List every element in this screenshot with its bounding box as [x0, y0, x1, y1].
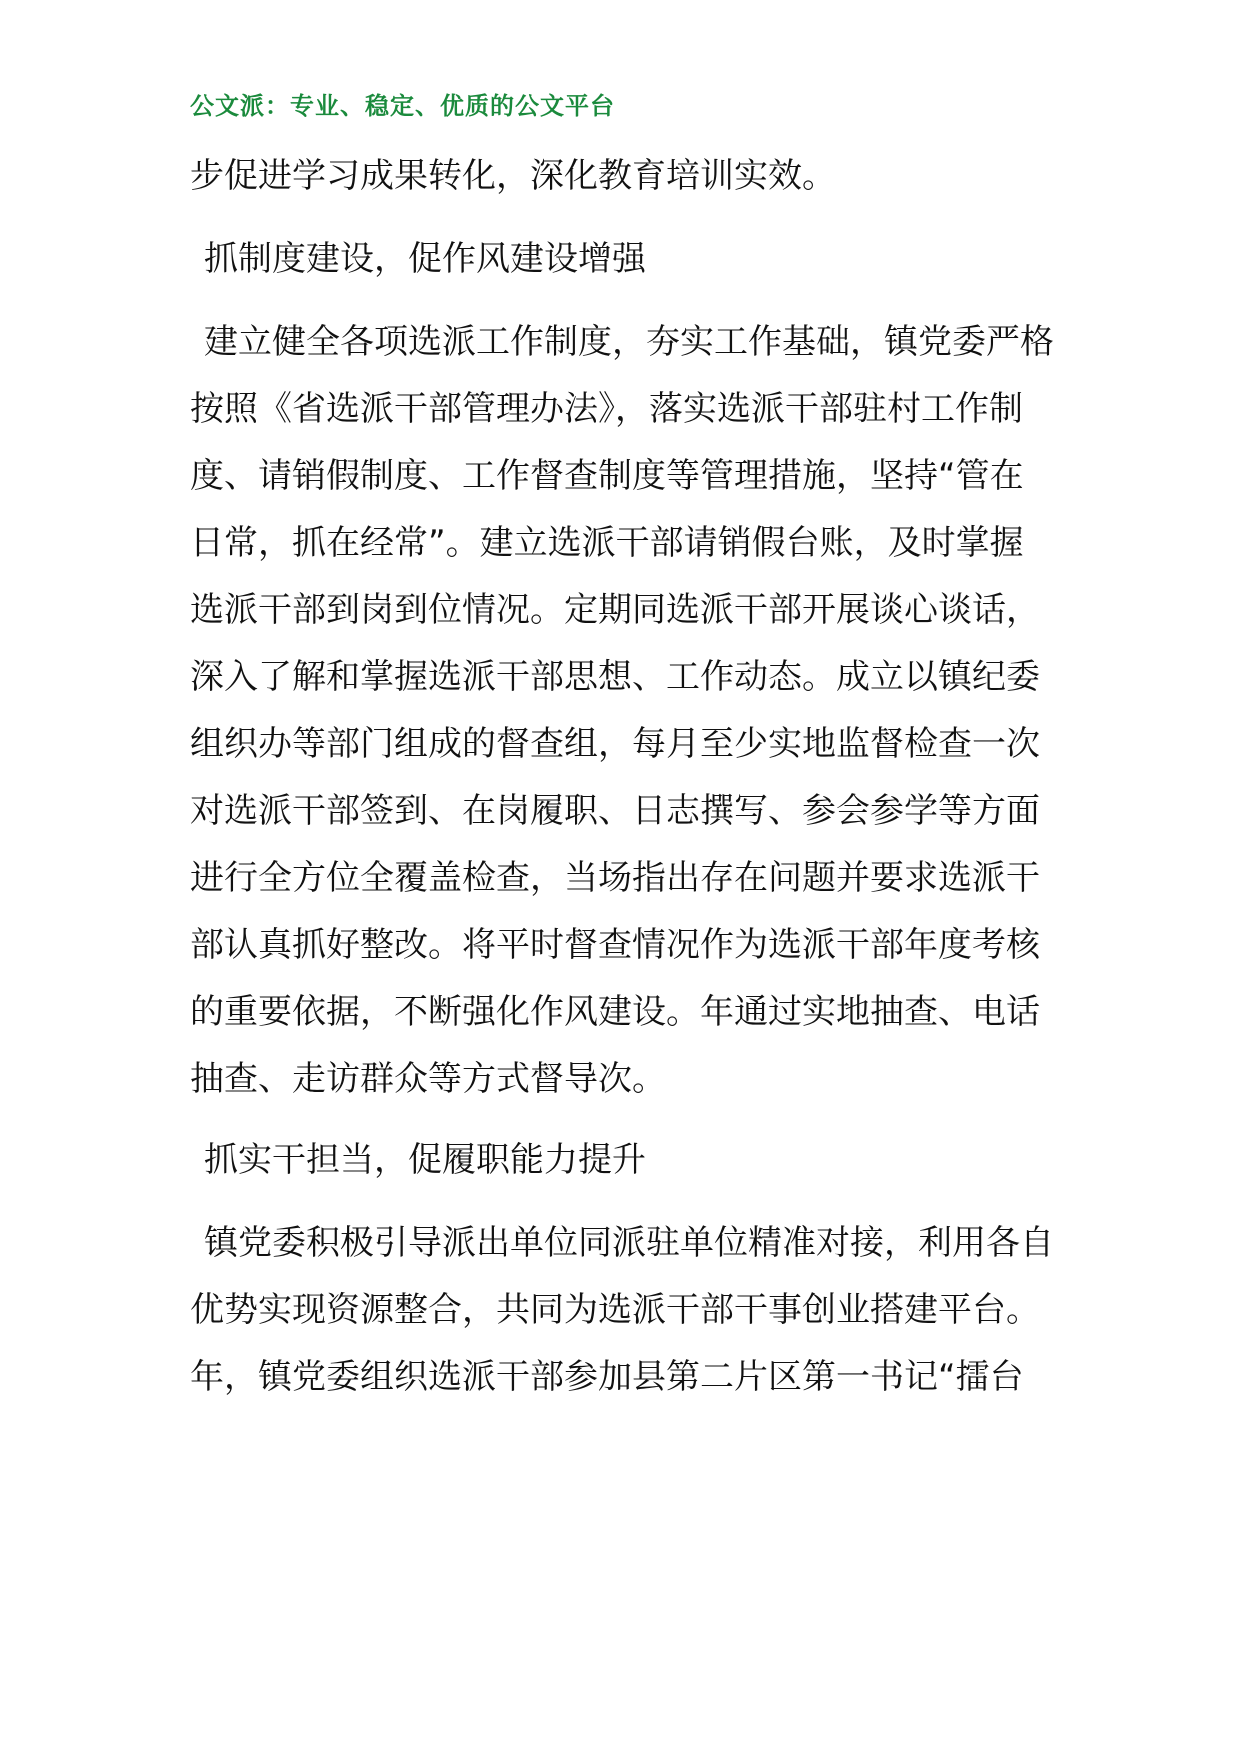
paragraph-line: 优势实现资源整合，共同为选派干部干事创业搭建平台。	[190, 1290, 1040, 1330]
paragraph-line: 日常，抓在经常”。建立选派干部请销假台账，及时掌握	[190, 523, 1024, 563]
paragraph-line: 对选派干部签到、在岗履职、日志撰写、参会参学等方面	[190, 791, 1040, 831]
paragraph-line: 步促进学习成果转化，深化教育培训实效。	[190, 156, 836, 196]
paragraph-line: 建立健全各项选派工作制度，夯实工作基础，镇党委严格	[204, 322, 1054, 362]
paragraph-line: 的重要依据，不断强化作风建设。年通过实地抽查、电话	[190, 992, 1040, 1032]
paragraph-line: 镇党委积极引导派出单位同派驻单位精准对接，利用各自	[204, 1223, 1054, 1263]
paragraph-line: 进行全方位全覆盖检查，当场指出存在问题并要求选派干	[190, 858, 1040, 898]
paragraph-line: 选派干部到岗到位情况。定期同选派干部开展谈心谈话，	[190, 590, 1040, 630]
paragraph-line: 度、请销假制度、工作督查制度等管理措施，坚持“管在	[190, 456, 1024, 496]
header-slogan: 公文派：专业、稳定、优质的公文平台	[190, 92, 615, 120]
section-heading: 抓制度建设，促作风建设增强	[204, 239, 646, 279]
section-heading: 抓实干担当，促履职能力提升	[204, 1140, 646, 1180]
paragraph-line: 按照《省选派干部管理办法》，落实选派干部驻村工作制	[190, 389, 1023, 429]
paragraph-line: 深入了解和掌握选派干部思想、工作动态。成立以镇纪委	[190, 657, 1040, 697]
paragraph-line: 抽查、走访群众等方式督导次。	[190, 1059, 666, 1099]
paragraph-line: 年，镇党委组织选派干部参加县第二片区第一书记“擂台	[190, 1357, 1024, 1397]
paragraph-line: 组织办等部门组成的督查组，每月至少实地监督检查一次	[190, 724, 1040, 764]
paragraph-line: 部认真抓好整改。将平时督查情况作为选派干部年度考核	[190, 925, 1040, 965]
